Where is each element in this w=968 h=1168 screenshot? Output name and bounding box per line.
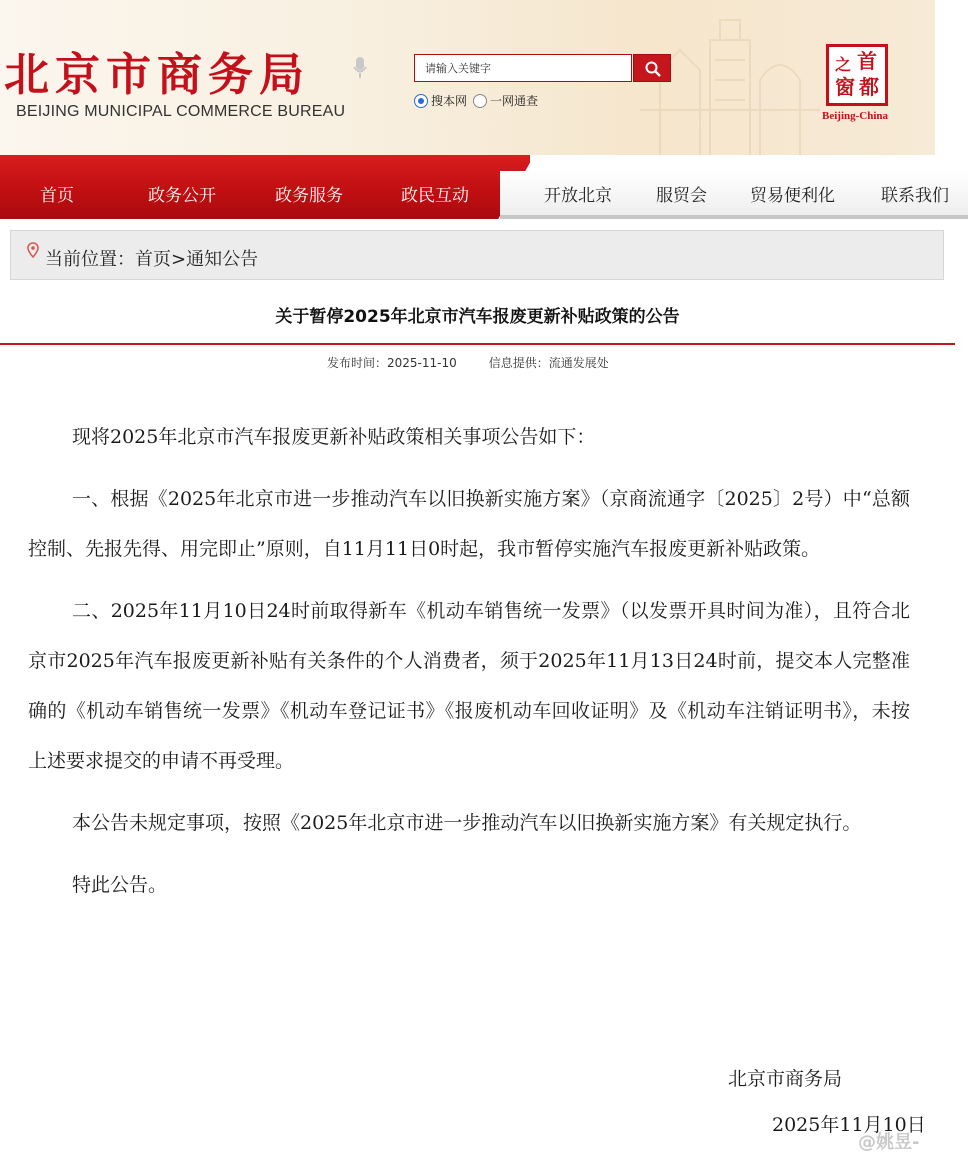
site-title[interactable]: 北京市商务局	[4, 48, 311, 101]
article-title: 关于暂停2025年北京市汽车报废更新补贴政策的公告	[275, 307, 680, 327]
location-pin-icon	[27, 242, 39, 258]
logo-caption: Beijing-China	[822, 110, 889, 122]
signature-date: 2025年11月10日	[772, 1114, 926, 1136]
search-scope	[414, 92, 538, 109]
breadcrumb-current[interactable]: 通知公告	[186, 249, 259, 270]
nav-item-interaction[interactable]: 政民互动	[401, 186, 469, 206]
article-body	[28, 412, 910, 910]
nav-item-gov-services[interactable]: 政务服务	[275, 186, 343, 206]
nav-item-contact[interactable]: 联系我们	[881, 186, 949, 206]
logo-char: 首	[857, 49, 877, 73]
skyline-decoration	[640, 10, 820, 155]
source-value: 流通发展处	[548, 356, 609, 370]
nav-item-gov-affairs[interactable]: 政务公开	[148, 186, 216, 206]
site-subtitle: BEIJING MUNICIPAL COMMERCE BUREAU	[16, 103, 346, 120]
radio-site-search[interactable]	[414, 94, 428, 108]
radio-all-label: 一网通查	[490, 94, 539, 108]
publish-date: 2025-11-10	[387, 356, 457, 370]
breadcrumb-home[interactable]: 首页	[135, 249, 171, 270]
paragraph: 本公告未规定事项，按照《2025年北京市进一步推动汽车以旧换新实施方案》有关规定执行。	[72, 812, 862, 834]
paragraph: 特此公告。	[72, 874, 168, 896]
logo-char: 之	[835, 55, 852, 74]
breadcrumb-label: 当前位置：	[45, 249, 135, 270]
capital-window-logo[interactable]	[826, 44, 888, 106]
breadcrumb-text	[45, 245, 258, 271]
search-input[interactable]: 请输入关键字	[414, 54, 632, 82]
article-meta	[327, 354, 609, 371]
paragraph: 一、根据《2025年北京市进一步推动汽车以旧换新实施方案》（京商流通字〔2025〕2号）中“总额控制、先报先得、用完即止”原则，自11月11日0时起，我市暂停实施汽车报废更新补贴政策。	[28, 488, 910, 560]
breadcrumb	[10, 230, 944, 280]
nav-item-trade-facilitation[interactable]: 贸易便利化	[750, 186, 835, 206]
logo-char: 窗	[835, 75, 855, 99]
paragraph: 二、2025年11月10日24时前取得新车《机动车销售统一发票》（以发票开具时间为准），且符合北京市2025年汽车报废更新补贴有关条件的个人消费者，须于2025年11月13日24时前，提交本人完整准确的《机动车销售统一发票》《机动车登记证书》《报废机动车回收证明》及《机动车注销证明书》，未按上述要求提交的申请不再受理。	[28, 600, 910, 772]
microphone-icon[interactable]	[352, 56, 368, 80]
nav-item-ciftis[interactable]: 服贸会	[656, 186, 707, 206]
search-icon	[644, 60, 662, 78]
paragraph: 现将2025年北京市汽车报废更新补贴政策相关事项公告如下：	[72, 426, 596, 448]
search-button[interactable]	[633, 54, 671, 82]
watermark: @姚昱-	[858, 1132, 920, 1153]
publish-label: 发布时间：	[327, 356, 388, 370]
nav-item-home[interactable]: 首页	[40, 186, 74, 206]
breadcrumb-separator: >	[171, 249, 187, 270]
signature: 北京市商务局	[728, 1068, 843, 1090]
nav-item-open-beijing[interactable]: 开放北京	[544, 186, 612, 206]
source-label: 信息提供：	[488, 356, 549, 370]
radio-all-search[interactable]	[473, 94, 487, 108]
title-divider	[0, 343, 955, 345]
site-header	[0, 0, 935, 155]
radio-site-label: 搜本网	[431, 94, 468, 108]
logo-char: 都	[859, 75, 879, 99]
